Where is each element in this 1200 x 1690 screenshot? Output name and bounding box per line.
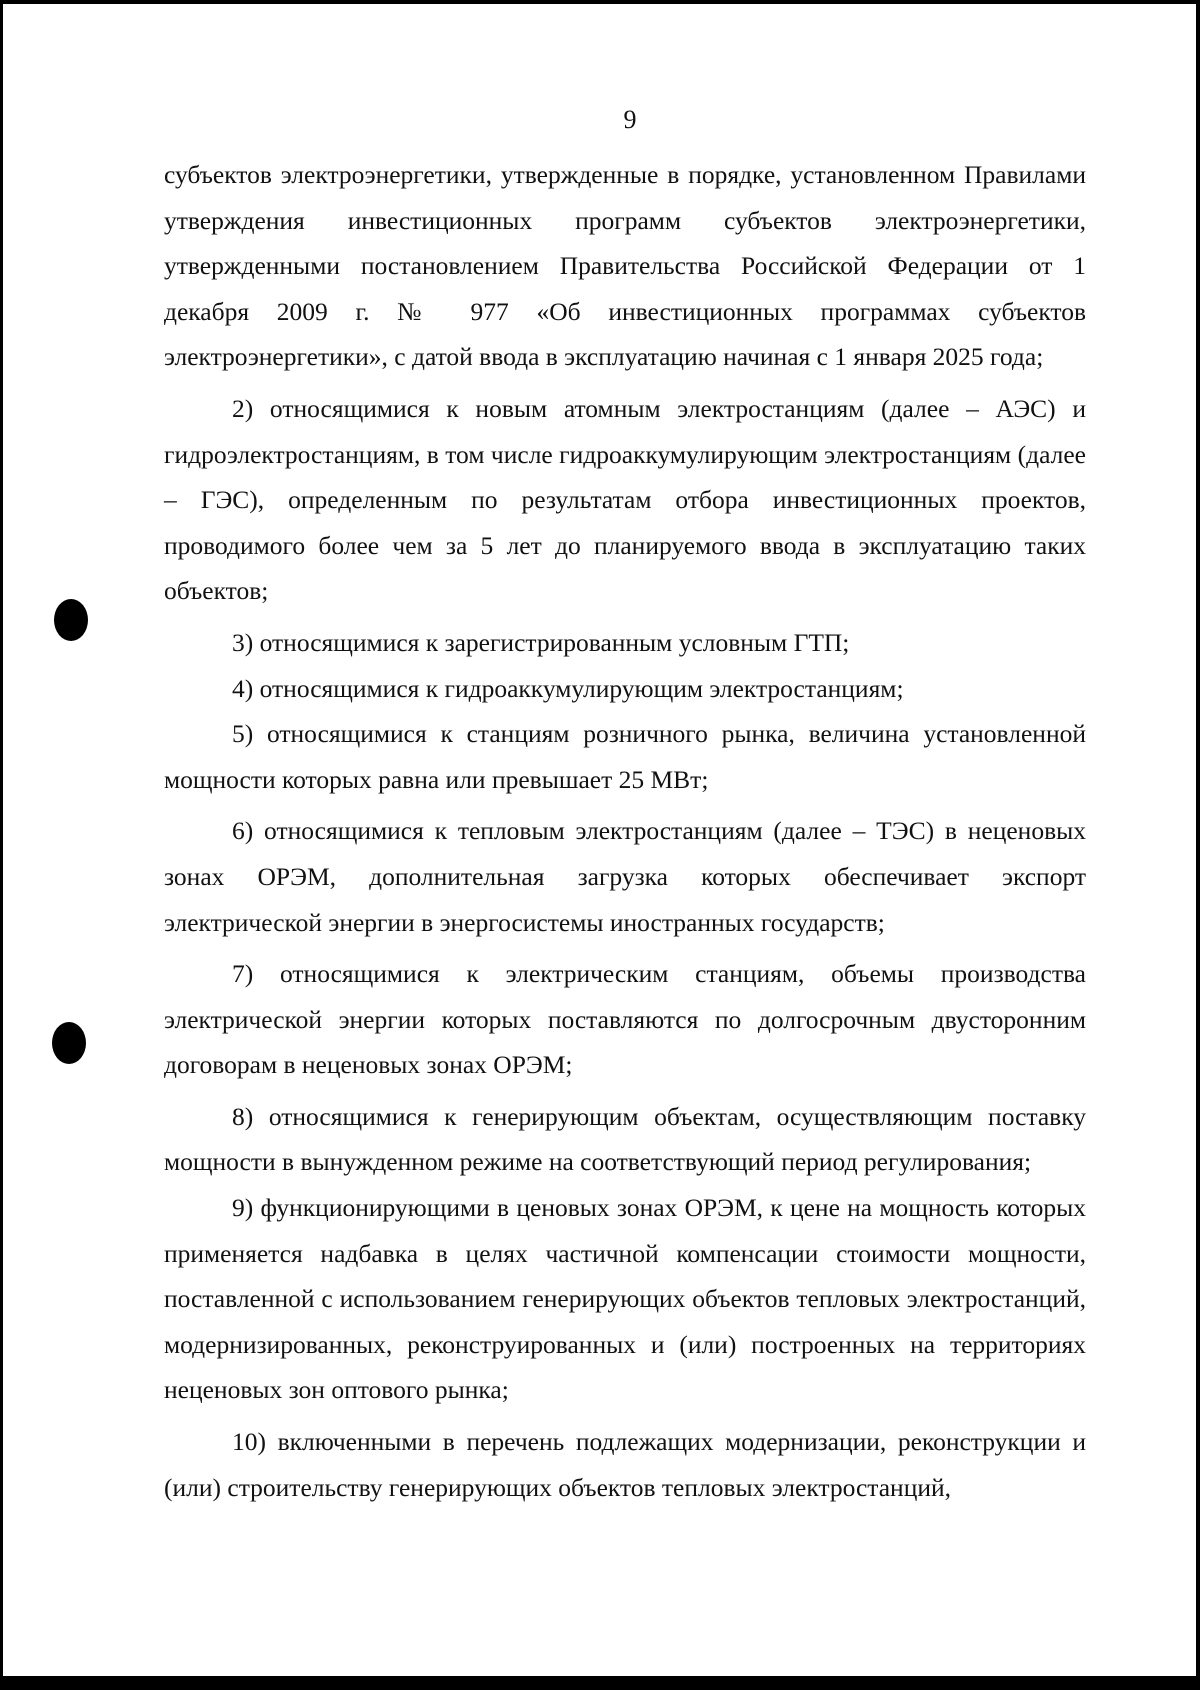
list-item-5: 5) относящимися к станциям розничного рынка, величина установленной мощности которых равна или превышает 25 МВт; <box>164 719 1086 794</box>
punch-hole <box>54 599 88 641</box>
paragraph: субъектов электроэнергетики, утвержденные в порядке, установленном Правилами утверждения инвестиционных программ субъектов электроэнергетики, утвержденными постановлением Правительства Российской Федерации от 1 декабря 2009 г. № 977 «Об инвестиционных программах субъектов электроэнергетики», с датой ввода в эксплуатацию начиная с 1 января 2025 года; <box>164 160 1086 372</box>
list-item-6: 6) относящимися к тепловым электростанциям (далее – ТЭС) в неценовых зонах ОРЭМ, дополнительная загрузка которых обеспечивает экспорт электрической энергии в энергосистемы иностранных государств; <box>164 816 1086 937</box>
scan-edge-left <box>0 0 3 1690</box>
list-item-2: 2) относящимися к новым атомным электростанциям (далее – АЭС) и гидроэлектростанциям, в том числе гидроаккумулирующим электростанциям (далее – ГЭС), определенным по результатам отбора инвестиционных проектов, проводимого более чем за 5 лет до планируемого ввода в эксплуатацию таких объектов; <box>164 393 1086 606</box>
list-item-4: 4) относящимися к гидроаккумулирующим электростанциям; <box>232 673 904 703</box>
list-item-7: 7) относящимися к электрическим станциям, объемы производства электрической энергии которых поставляются по долгосрочным двусторонним договорам в неценовых зонах ОРЭМ; <box>164 959 1086 1080</box>
list-item-8: 8) относящимися к генерирующим объектам, осуществляющим поставку мощности в вынужденном режиме на соответствующий период регулирования; <box>164 1101 1086 1177</box>
document-body <box>164 152 1086 1510</box>
page-number: 9 <box>623 105 637 134</box>
list-item-3: 3) относящимися к зарегистрированным условным ГТП; <box>232 627 850 657</box>
scan-edge-bottom <box>0 1676 1200 1690</box>
scan-edge-top <box>0 0 1200 4</box>
scan-edge-right <box>1196 0 1200 1690</box>
punch-hole <box>52 1022 86 1064</box>
list-item-10: 10) включенными в перечень подлежащих модернизации, реконструкции и (или) строительству генерирующих объектов тепловых электростанций, <box>164 1427 1086 1502</box>
list-item-9: 9) функционирующими в ценовых зонах ОРЭМ, к цене на мощность которых применяется надбавка в целях частичной компенсации стоимости мощности, поставленной с использованием генерирующих объектов тепловых электростанций, модернизированных, реконструированных и (или) построенных на территориях неценовых зон оптового рынка; <box>164 1193 1086 1405</box>
